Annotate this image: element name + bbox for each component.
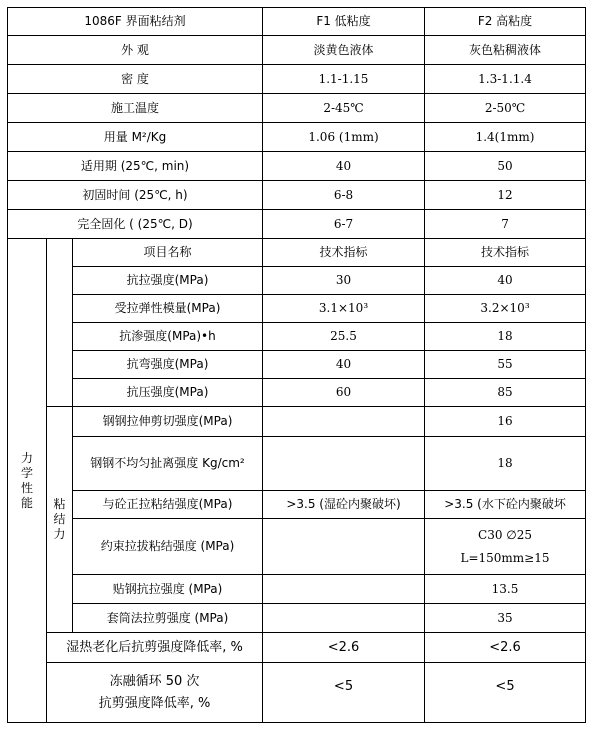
- f1-header: F1 低粘度: [263, 8, 425, 36]
- f2-value: 3.2×10³: [425, 295, 586, 323]
- table-row: [8, 210, 586, 239]
- f2-value: 1.3-1.1.4: [425, 65, 586, 94]
- row-label: 抗弯强度(MPa): [73, 351, 263, 379]
- bond-group-label: 粘 结 力: [47, 407, 73, 633]
- f2-value: 50: [425, 152, 586, 181]
- row-label: 与砼正拉粘结强度(MPa): [73, 491, 263, 519]
- table-row: [8, 152, 586, 181]
- mechanical-group-label: 力 学 性 能: [8, 239, 47, 723]
- f1-value: [263, 604, 425, 633]
- f2-value: 灰色粘稠液体: [425, 36, 586, 65]
- f1-value: 25.5: [263, 323, 425, 351]
- f1-value: 1.06 (1mm): [263, 123, 425, 152]
- table-row: [8, 36, 586, 65]
- row-label: 抗渗强度(MPa)•h: [73, 323, 263, 351]
- row-label: 抗压强度(MPa): [73, 379, 263, 407]
- row-label: 湿热老化后抗剪强度降低率, %: [47, 633, 263, 663]
- f2-value: 13.5: [425, 575, 586, 604]
- row-label: 初固时间 (25℃, h): [8, 181, 263, 210]
- f2-value: 2-50℃: [425, 94, 586, 123]
- f1-value: 6-8: [263, 181, 425, 210]
- column-header-f2: 技术指标: [425, 239, 586, 267]
- f2-value: 16: [425, 407, 586, 437]
- f1-value: 60: [263, 379, 425, 407]
- row-label: 钢钢不均匀扯离强度 Kg/cm²: [73, 437, 263, 491]
- table-row: [8, 323, 586, 351]
- f2-value: C30 ∅25 L=150mm≥15: [425, 519, 586, 575]
- f1-value: 6-7: [263, 210, 425, 239]
- f1-value: [263, 437, 425, 491]
- f2-value: 18: [425, 437, 586, 491]
- f2-value: 55: [425, 351, 586, 379]
- f1-value: <5: [263, 663, 425, 723]
- table-row: [8, 123, 586, 152]
- row-label: 适用期 (25℃, min): [8, 152, 263, 181]
- f2-value: <5: [425, 663, 586, 723]
- row-label: 用量 M²/Kg: [8, 123, 263, 152]
- row-label: 贴钢抗拉强度 (MPa): [73, 575, 263, 604]
- header-row: [8, 8, 586, 36]
- row-label: 外 观: [8, 36, 263, 65]
- table-row: [8, 663, 586, 723]
- f1-value: [263, 575, 425, 604]
- f1-value: [263, 519, 425, 575]
- f1-value: 30: [263, 267, 425, 295]
- table-row: [8, 379, 586, 407]
- column-header-name: 项目名称: [73, 239, 263, 267]
- f1-value: <2.6: [263, 633, 425, 663]
- row-label: 受拉弹性模量(MPa): [73, 295, 263, 323]
- f1-value: 3.1×10³: [263, 295, 425, 323]
- column-header-f1: 技术指标: [263, 239, 425, 267]
- table-row: [8, 351, 586, 379]
- row-label: 抗拉强度(MPa): [73, 267, 263, 295]
- table-row: [8, 65, 586, 94]
- f1-value: 40: [263, 351, 425, 379]
- f1-value: 淡黄色液体: [263, 36, 425, 65]
- f2-value: 7: [425, 210, 586, 239]
- table-row: [8, 437, 586, 491]
- table-row: [8, 491, 586, 519]
- f2-value: <2.6: [425, 633, 586, 663]
- table-row: [8, 407, 586, 437]
- product-name: 1086F 界面粘结剂: [8, 8, 263, 36]
- table-row: [8, 94, 586, 123]
- f2-value: 1.4(1mm): [425, 123, 586, 152]
- f2-value: 85: [425, 379, 586, 407]
- f2-value: >3.5 (水下砼内聚破坏: [425, 491, 586, 519]
- f1-value: [263, 407, 425, 437]
- row-label: 钢钢拉伸剪切强度(MPa): [73, 407, 263, 437]
- table-row: [8, 604, 586, 633]
- row-label: 套筒法拉剪强度 (MPa): [73, 604, 263, 633]
- table-row: [8, 519, 586, 575]
- f2-value: 18: [425, 323, 586, 351]
- f1-value: 2-45℃: [263, 94, 425, 123]
- row-label: 约束拉拔粘结强度 (MPa): [73, 519, 263, 575]
- spacer-cell: [47, 239, 73, 407]
- table-row: [8, 181, 586, 210]
- table-row: [8, 633, 586, 663]
- table-row: [8, 267, 586, 295]
- f2-value: 35: [425, 604, 586, 633]
- table-row: [8, 575, 586, 604]
- f1-value: 40: [263, 152, 425, 181]
- row-label: 完全固化 ( (25℃, D): [8, 210, 263, 239]
- f1-value: >3.5 (湿砼内聚破坏): [263, 491, 425, 519]
- f2-header: F2 高粘度: [425, 8, 586, 36]
- f2-value: 40: [425, 267, 586, 295]
- spec-table: [7, 7, 586, 723]
- row-label: 冻融循环 50 次 抗剪强度降低率, %: [47, 663, 263, 723]
- table-row: [8, 295, 586, 323]
- row-label: 施工温度: [8, 94, 263, 123]
- f1-value: 1.1-1.15: [263, 65, 425, 94]
- table-row: [8, 239, 586, 267]
- f2-value: 12: [425, 181, 586, 210]
- row-label: 密 度: [8, 65, 263, 94]
